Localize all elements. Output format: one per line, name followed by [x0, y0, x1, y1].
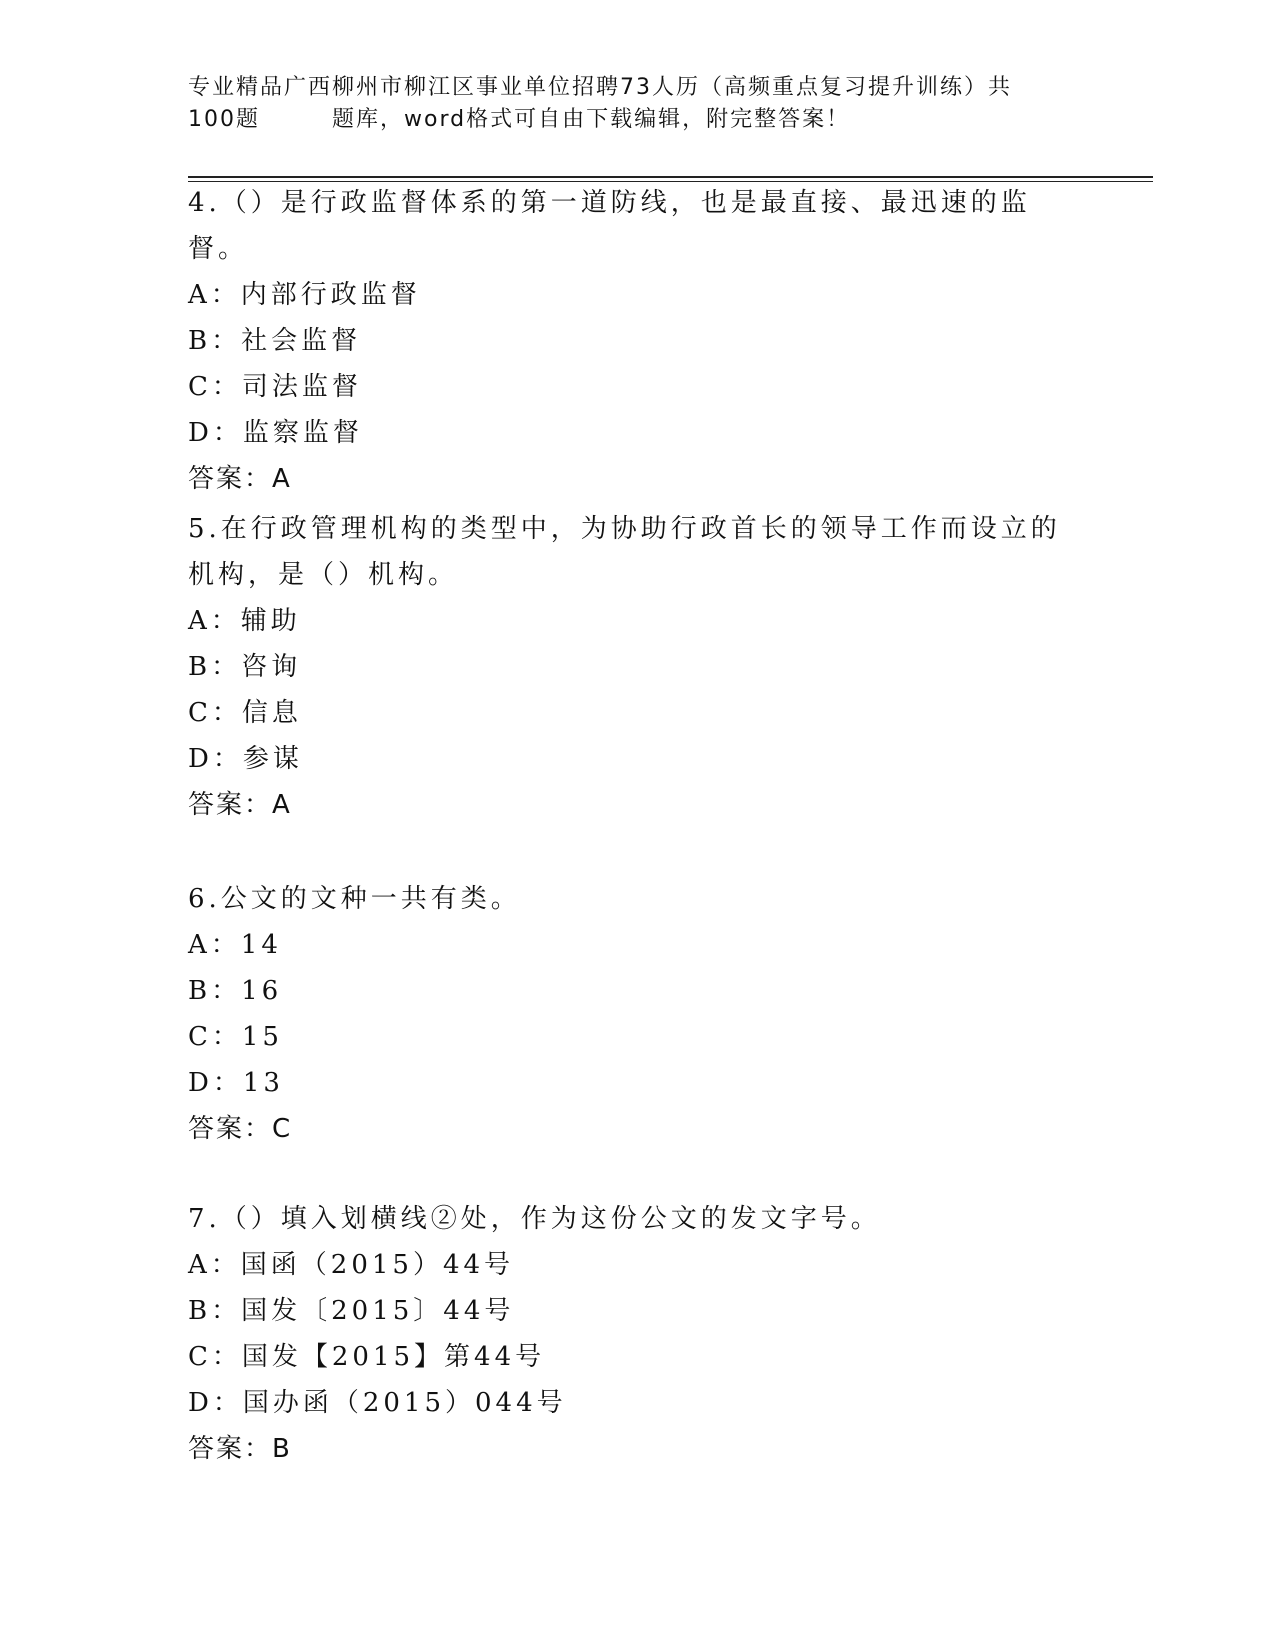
- option-a: A：14: [188, 930, 282, 960]
- option-d: D：国办函（2015）044号: [188, 1388, 567, 1418]
- question-stem: 4.（）是行政监督体系的第一道防线，也是最直接、最迅速的监督。: [188, 188, 1031, 264]
- option-d: D：监察监督: [188, 418, 363, 448]
- answer: 答案：C: [188, 1114, 293, 1144]
- answer: 答案：A: [188, 464, 292, 494]
- option-b: B：咨询: [188, 652, 302, 682]
- header-title-line2: [188, 104, 1068, 136]
- question-stem: 5.在行政管理机构的类型中，为协助行政首长的领导工作而设立的机构，是（）机构。: [188, 514, 1061, 590]
- option-c: C：司法监督: [188, 372, 362, 402]
- option-d: D：参谋: [188, 744, 303, 774]
- answer: 答案：A: [188, 790, 292, 820]
- option-d: D：13: [188, 1068, 284, 1098]
- option-a: A：内部行政监督: [188, 280, 421, 310]
- question-stem: 6.公文的文种一共有类。: [188, 884, 521, 914]
- option-c: C：15: [188, 1022, 283, 1052]
- header-question-count: 100题: [188, 107, 260, 132]
- option-c: C：信息: [188, 698, 302, 728]
- option-b: B：16: [188, 976, 283, 1006]
- question-4: [188, 180, 1088, 502]
- option-a: A：辅助: [188, 606, 301, 636]
- question-5: [188, 506, 1088, 828]
- option-b: B：社会监督: [188, 326, 362, 356]
- header-gap: [260, 104, 332, 136]
- question-6: [188, 876, 1088, 1152]
- header-title-line1: 专业精品广西柳州市柳江区事业单位招聘73人历（高频重点复习提升训练）共: [188, 75, 1012, 100]
- option-b: B：国发〔2015〕44号: [188, 1296, 515, 1326]
- header-description: 题库，word格式可自由下载编辑，附完整答案！: [332, 107, 851, 132]
- question-stem: 7.（）填入划横线②处，作为这份公文的发文字号。: [188, 1204, 881, 1234]
- option-c: C：国发【2015】第44号: [188, 1342, 546, 1372]
- question-7: [188, 1196, 1088, 1472]
- answer: 答案：B: [188, 1434, 292, 1464]
- document-header: [188, 72, 1068, 136]
- option-a: A：国函（2015）44号: [188, 1250, 515, 1280]
